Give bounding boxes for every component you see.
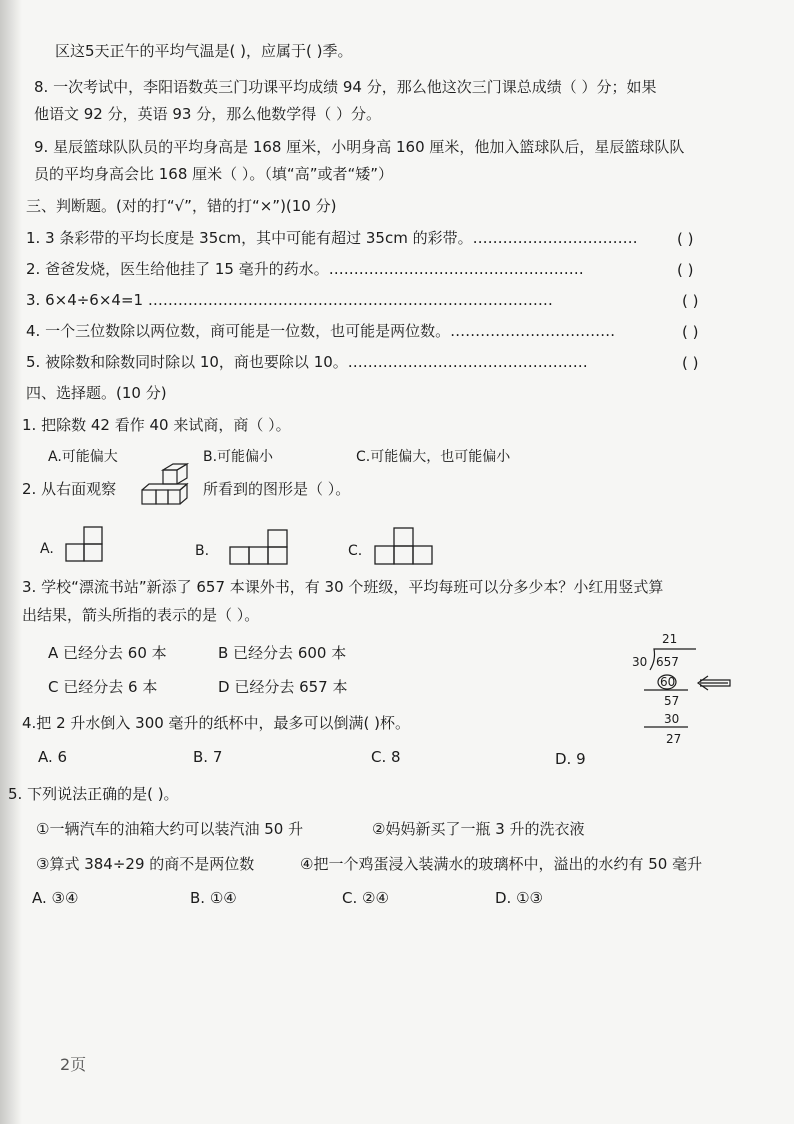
q2-option-b-figure [228,528,290,566]
q4-option-c[interactable]: C. 8 [371,748,401,766]
page-edge-shadow [0,0,22,1124]
q2-option-c-label[interactable]: C. [348,543,363,559]
q2-option-a-label[interactable]: A. [40,541,54,557]
division-step1: 60 [660,675,676,689]
choice-question-3-line1: 3. 学校“漂流书站”新添了 657 本课外书，有 30 个班级，平均每班可以分多少本？小红用竖式算 [22,578,664,596]
division-rem1: 57 [664,694,680,708]
long-division-figure [626,630,738,748]
q3-option-d[interactable]: D 已经分去 657 本 [218,678,348,696]
judge-item-2: 2. 爸爸发烧，医生给他挂了 15 毫升的药水。…………………………………………… [26,260,584,278]
q1-option-b[interactable]: B.可能偏小 [203,449,274,465]
q1-option-c[interactable]: C.可能偏大，也可能偏小 [356,449,511,465]
division-rem2: 27 [666,732,682,746]
choice-question-3-line2: 出结果，箭头所指的表示的是（ ）。 [22,606,260,624]
question-9-line1: 9. 星辰篮球队队员的平均身高是 168 厘米，小明身高 160 厘米，他加入篮球队后，星辰篮球队队 [34,138,685,156]
q2-option-c-figure [373,526,435,566]
q3-option-b[interactable]: B 已经分去 600 本 [218,644,347,662]
answer-paren-j2[interactable]: ( ) [677,261,694,279]
question-8-line1: 8. 一次考试中，李阳语数英三门功课平均成绩 94 分，那么他这次三门课总成绩（ ）分；如果 [34,78,657,96]
choice-question-4: 4.把 2 升水倒入 300 毫升的纸杯中，最多可以倒满( )杯。 [22,714,411,732]
answer-paren-j1[interactable]: ( ) [677,230,694,248]
choice-question-2-prefix: 2. 从右面观察 [22,480,117,498]
q4-option-d[interactable]: D. 9 [555,750,586,768]
q5-statement-1: ①一辆汽车的油箱大约可以装汽油 50 升 [36,820,304,838]
q5-option-c[interactable]: C. ②④ [342,889,389,907]
question-8-line2: 他语文 92 分，英语 93 分，那么他数学得（ ）分。 [34,105,382,123]
page-number: 2页 [60,1055,87,1074]
division-dividend: 657 [656,655,679,669]
cube-stack-figure [137,462,197,512]
section-3-heading: 三、判断题。(对的打“√”，错的打“×”)(10 分) [26,197,337,215]
q5-option-d[interactable]: D. ①③ [495,889,543,907]
answer-paren-j4[interactable]: ( ) [682,323,699,341]
q4-option-b[interactable]: B. 7 [193,748,223,766]
answer-paren-j3[interactable]: ( ) [682,292,699,310]
division-divisor: 30 [632,655,648,669]
question-9-line2: 员的平均身高会比 168 厘米（ ）。（填“高”或者“矮”） [34,165,394,183]
division-step2: 30 [664,712,680,726]
judge-item-1: 1. 3 条彩带的平均长度是 35cm，其中可能有超过 35cm 的彩带。…………………………… [26,229,638,247]
q2-option-a-figure [64,525,106,563]
q1-option-a[interactable]: A.可能偏大 [48,449,118,465]
choice-question-2-suffix: 所看到的图形是（ ）。 [203,480,351,498]
choice-question-1: 1. 把除数 42 看作 40 来试商，商（ ）。 [22,416,291,434]
answer-paren-j5[interactable]: ( ) [682,354,699,372]
line-temperature: 区这5天正午的平均气温是( )，应属于( )季。 [55,42,353,60]
q3-option-a[interactable]: A 已经分去 60 本 [48,644,167,662]
division-quotient: 21 [662,632,678,646]
judge-item-5: 5. 被除数和除数同时除以 10，商也要除以 10。………………………………………… [26,353,588,371]
q5-option-a[interactable]: A. ③④ [32,889,79,907]
q5-statement-4: ④把一个鸡蛋浸入装满水的玻璃杯中，溢出的水约有 50 毫升 [300,855,703,873]
q2-option-b-label[interactable]: B. [195,543,210,559]
choice-question-5: 5. 下列说法正确的是( )。 [8,785,179,803]
judge-item-4: 4. 一个三位数除以两位数，商可能是一位数，也可能是两位数。…………………………… [26,322,616,340]
section-4-heading: 四、选择题。(10 分) [26,384,167,402]
q5-option-b[interactable]: B. ①④ [190,889,237,907]
q4-option-a[interactable]: A. 6 [38,748,68,766]
q5-statement-3: ③算式 384÷29 的商不是两位数 [36,855,255,873]
q5-statement-2: ②妈妈新买了一瓶 3 升的洗衣液 [372,820,585,838]
judge-item-3: 3. 6×4÷6×4=1 ……………………………………………………………………… [26,291,553,309]
q3-option-c[interactable]: C 已经分去 6 本 [48,678,158,696]
